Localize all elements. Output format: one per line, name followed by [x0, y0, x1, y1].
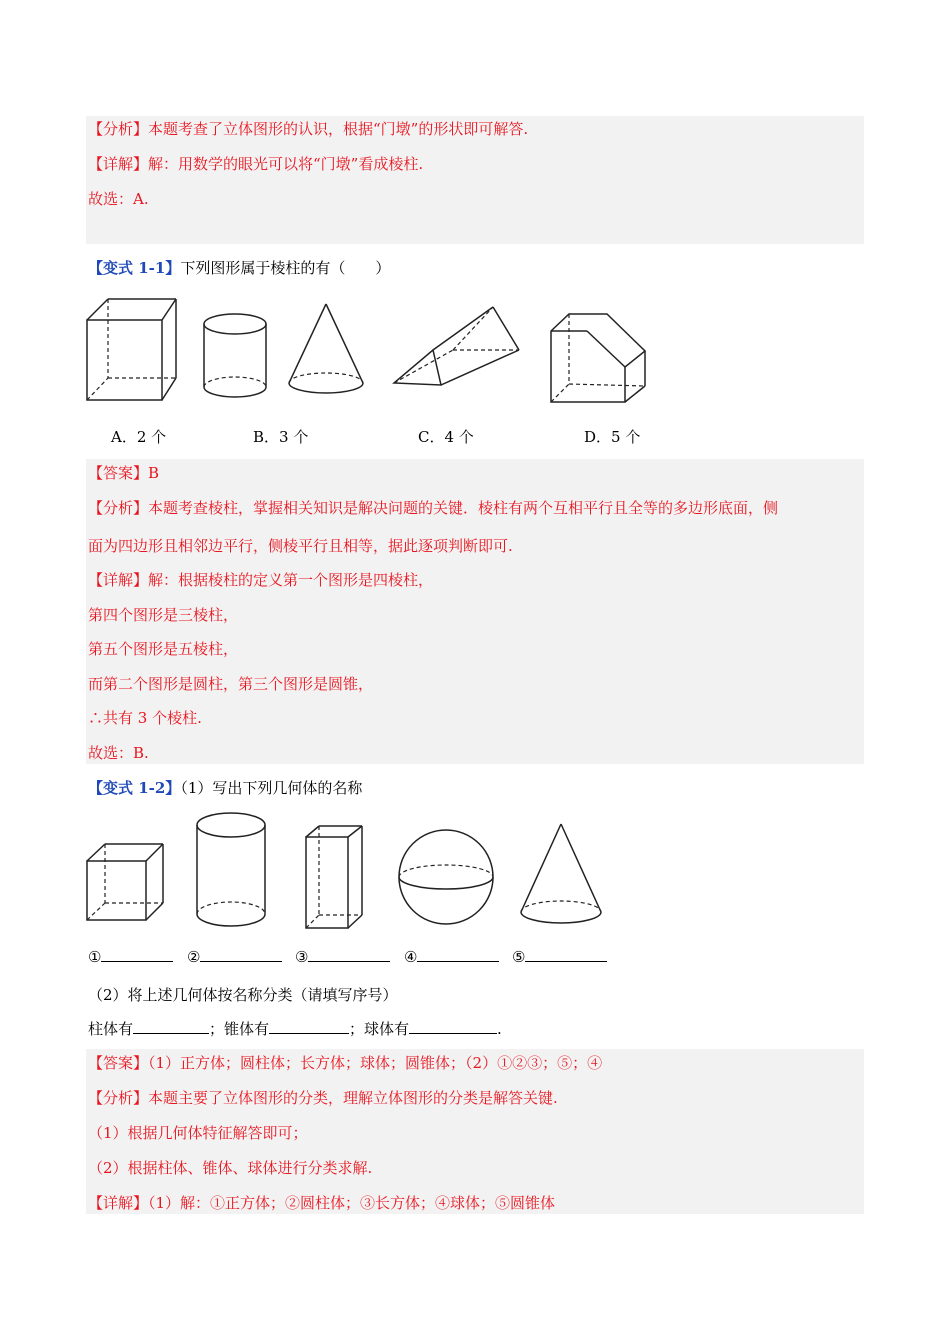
- detail-line: [88, 154, 423, 174]
- analysis-line: [88, 119, 528, 139]
- sphere-blank[interactable]: [409, 1019, 497, 1034]
- detail-text: 解：用数学的眼光可以将“门墩”看成棱柱.: [148, 155, 424, 173]
- blank-4[interactable]: [404, 947, 499, 967]
- choice-line: 故选：B.: [88, 744, 149, 762]
- blank-1[interactable]: [88, 947, 173, 967]
- answer-line: [88, 1053, 602, 1073]
- detail-tag: 【详解】: [88, 571, 149, 589]
- cylinder-icon: [202, 313, 268, 401]
- pentagonal-prism-icon: [550, 313, 648, 405]
- analysis-line: [88, 498, 778, 518]
- prism-blank[interactable]: [133, 1019, 209, 1034]
- answer-line: [88, 463, 159, 483]
- answer-tag: 【答案】: [88, 1054, 149, 1072]
- question-text: 下列图形属于棱柱的有（ ）: [180, 259, 391, 277]
- answer-text: （1）正方体；圆柱体；长方体；球体；圆锥体；（2）①②③；⑤；④: [148, 1054, 603, 1072]
- step-2: （2）根据柱体、锥体、球体进行分类求解.: [88, 1159, 373, 1177]
- cone-icon: [519, 823, 603, 925]
- sphere-label: ；球体有: [349, 1020, 410, 1038]
- cone-label: ；锥体有: [209, 1020, 270, 1038]
- cube-icon: [86, 298, 178, 404]
- question-1-1: [88, 258, 390, 278]
- analysis-tag: 【分析】: [88, 1089, 149, 1107]
- blank-3[interactable]: [295, 947, 390, 967]
- blank-label: ⑤: [512, 948, 526, 966]
- question-text: （1）写出下列几何体的名称: [180, 779, 363, 797]
- cylinder-icon: [195, 812, 267, 929]
- question-tag: 【变式 1-1】: [88, 259, 181, 277]
- cube-icon: [86, 843, 166, 923]
- analysis-tag: 【分析】: [88, 120, 149, 138]
- detail-text: 解：根据棱柱的定义第一个图形是四棱柱，: [148, 571, 434, 589]
- detail-tag: 【详解】: [88, 155, 149, 173]
- detail-text: （1）解：①正方体；②圆柱体；③长方体；④球体；⑤圆锥体: [148, 1194, 556, 1212]
- analysis-text: 本题主要了立体图形的分类，理解立体图形的分类是解答关键.: [148, 1089, 558, 1107]
- analysis-line: [88, 1088, 558, 1108]
- option-c[interactable]: C．4 个: [418, 428, 474, 446]
- step-1: （1）根据几何体特征解答即可；: [88, 1124, 308, 1142]
- cone-icon: [287, 303, 365, 395]
- classify-line: [88, 1019, 502, 1039]
- prism-label: 柱体有: [88, 1020, 134, 1038]
- end-mark: .: [497, 1020, 502, 1038]
- detail-line-2: 第四个图形是三棱柱，: [88, 606, 239, 624]
- detail-line: [88, 1193, 555, 1213]
- choice-line: 故选：A.: [88, 190, 149, 208]
- blank-2[interactable]: [187, 947, 282, 967]
- blank-label: ②: [187, 948, 201, 966]
- option-d[interactable]: D．5 个: [584, 428, 641, 446]
- option-a[interactable]: A．2 个: [111, 428, 167, 446]
- blank-label: ①: [88, 948, 102, 966]
- detail-line: [88, 570, 433, 590]
- question-tag: 【变式 1-2】: [88, 779, 181, 797]
- detail-line-4: 而第二个图形是圆柱，第三个图形是圆锥，: [88, 675, 374, 693]
- analysis-line-2: 面为四边形且相邻边平行，侧棱平行且相等，据此逐项判断即可.: [88, 537, 513, 555]
- analysis-tag: 【分析】: [88, 499, 149, 517]
- question-1-2: [88, 778, 362, 798]
- detail-line-3: 第五个图形是五棱柱，: [88, 640, 239, 658]
- blank-5[interactable]: [512, 947, 607, 967]
- blank-label: ③: [295, 948, 309, 966]
- cone-blank[interactable]: [269, 1019, 349, 1034]
- analysis-text: 本题考查了立体图形的认识，根据“门墩”的形状即可解答.: [148, 120, 529, 138]
- blank-label: ④: [404, 948, 418, 966]
- answer-text: B: [148, 464, 160, 482]
- triangular-prism-icon: [393, 305, 523, 387]
- analysis-text: 本题考查棱柱，掌握相关知识是解决问题的关键．棱柱有两个互相平行且全等的多边形底面，侧: [148, 499, 779, 517]
- part2-text: （2）将上述几何体按名称分类（请填写序号）: [88, 986, 398, 1004]
- detail-line-5: ∴共有 3 个棱柱.: [88, 709, 202, 727]
- answer-tag: 【答案】: [88, 464, 149, 482]
- detail-tag: 【详解】: [88, 1194, 149, 1212]
- option-b[interactable]: B．3 个: [253, 428, 309, 446]
- sphere-icon: [397, 828, 495, 926]
- cuboid-icon: [305, 825, 365, 931]
